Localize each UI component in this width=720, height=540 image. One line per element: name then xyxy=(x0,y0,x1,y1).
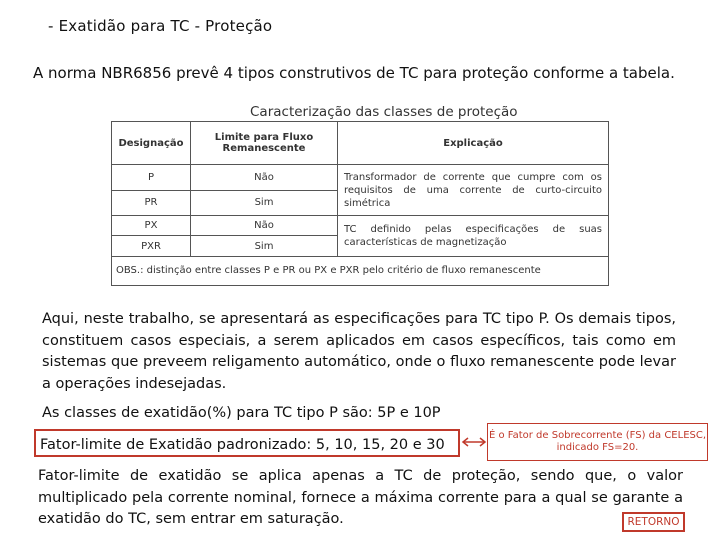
table-header-row xyxy=(112,122,609,165)
table-obs-row xyxy=(112,256,609,285)
intro-text: A norma NBR6856 prevê 4 tipos construtivos de TC para proteção conforme a tabela. xyxy=(33,64,675,82)
cell-designacao: P xyxy=(112,165,191,190)
arrow-icon xyxy=(461,436,489,448)
header-explicacao: Explicação xyxy=(338,122,609,165)
cell-explicacao-p: Transformador de corrente que cumpre com os requisitos de uma corrente de curto-circuito simétrica xyxy=(338,165,609,216)
paragraph-scope: Aqui, neste trabalho, se apresentará as especificações para TC tipo P. Os demais tipos, constituem casos especiais, a serem aplicados em casos específicos, tais como em sistemas que preveem religamento automático, onde o fluxo remanescente pode levar a operações indesejadas. xyxy=(42,311,676,392)
table-obs: OBS.: distinção entre classes P e PR ou PX e PXR pelo critério de fluxo remanescente xyxy=(112,256,609,285)
page-title: - Exatidão para TC - Proteção xyxy=(48,17,273,35)
cell-limite: Não xyxy=(191,216,338,236)
cell-designacao: PR xyxy=(112,190,191,215)
header-designacao: Designação xyxy=(112,122,191,165)
paragraph-classes: As classes de exatidão(%) para TC tipo P são: 5P e 10P xyxy=(42,405,441,421)
celesc-note-box: É o Fator de Sobrecorrente (FS) da CELESC, indicado FS=20. xyxy=(487,423,708,461)
cell-designacao: PX xyxy=(112,216,191,236)
table-row xyxy=(112,165,609,190)
paragraph-fator-limite: Fator-limite de exatidão se aplica apenas a TC de proteção, sendo que, o valor multiplicado pela corrente nominal, fornece a máxima corrente para a qual se garante a exatidão do TC, sem entrar em saturação. xyxy=(38,468,683,527)
table-caption: Caracterização das classes de proteção xyxy=(250,104,518,120)
cell-limite: Sim xyxy=(191,190,338,215)
cell-limite: Não xyxy=(191,165,338,190)
retorno-button[interactable]: RETORNO xyxy=(622,512,685,532)
header-limite: Limite para Fluxo Remanescente xyxy=(191,122,338,165)
cell-limite: Sim xyxy=(191,236,338,256)
protection-classes-table xyxy=(111,121,609,286)
fator-limite-box: Fator-limite de Exatidão padronizado: 5, 10, 15, 20 e 30 xyxy=(34,429,460,457)
table-row xyxy=(112,216,609,236)
cell-explicacao-px: TC definido pelas especificações de suas características de magnetização xyxy=(338,216,609,257)
cell-designacao: PXR xyxy=(112,236,191,256)
